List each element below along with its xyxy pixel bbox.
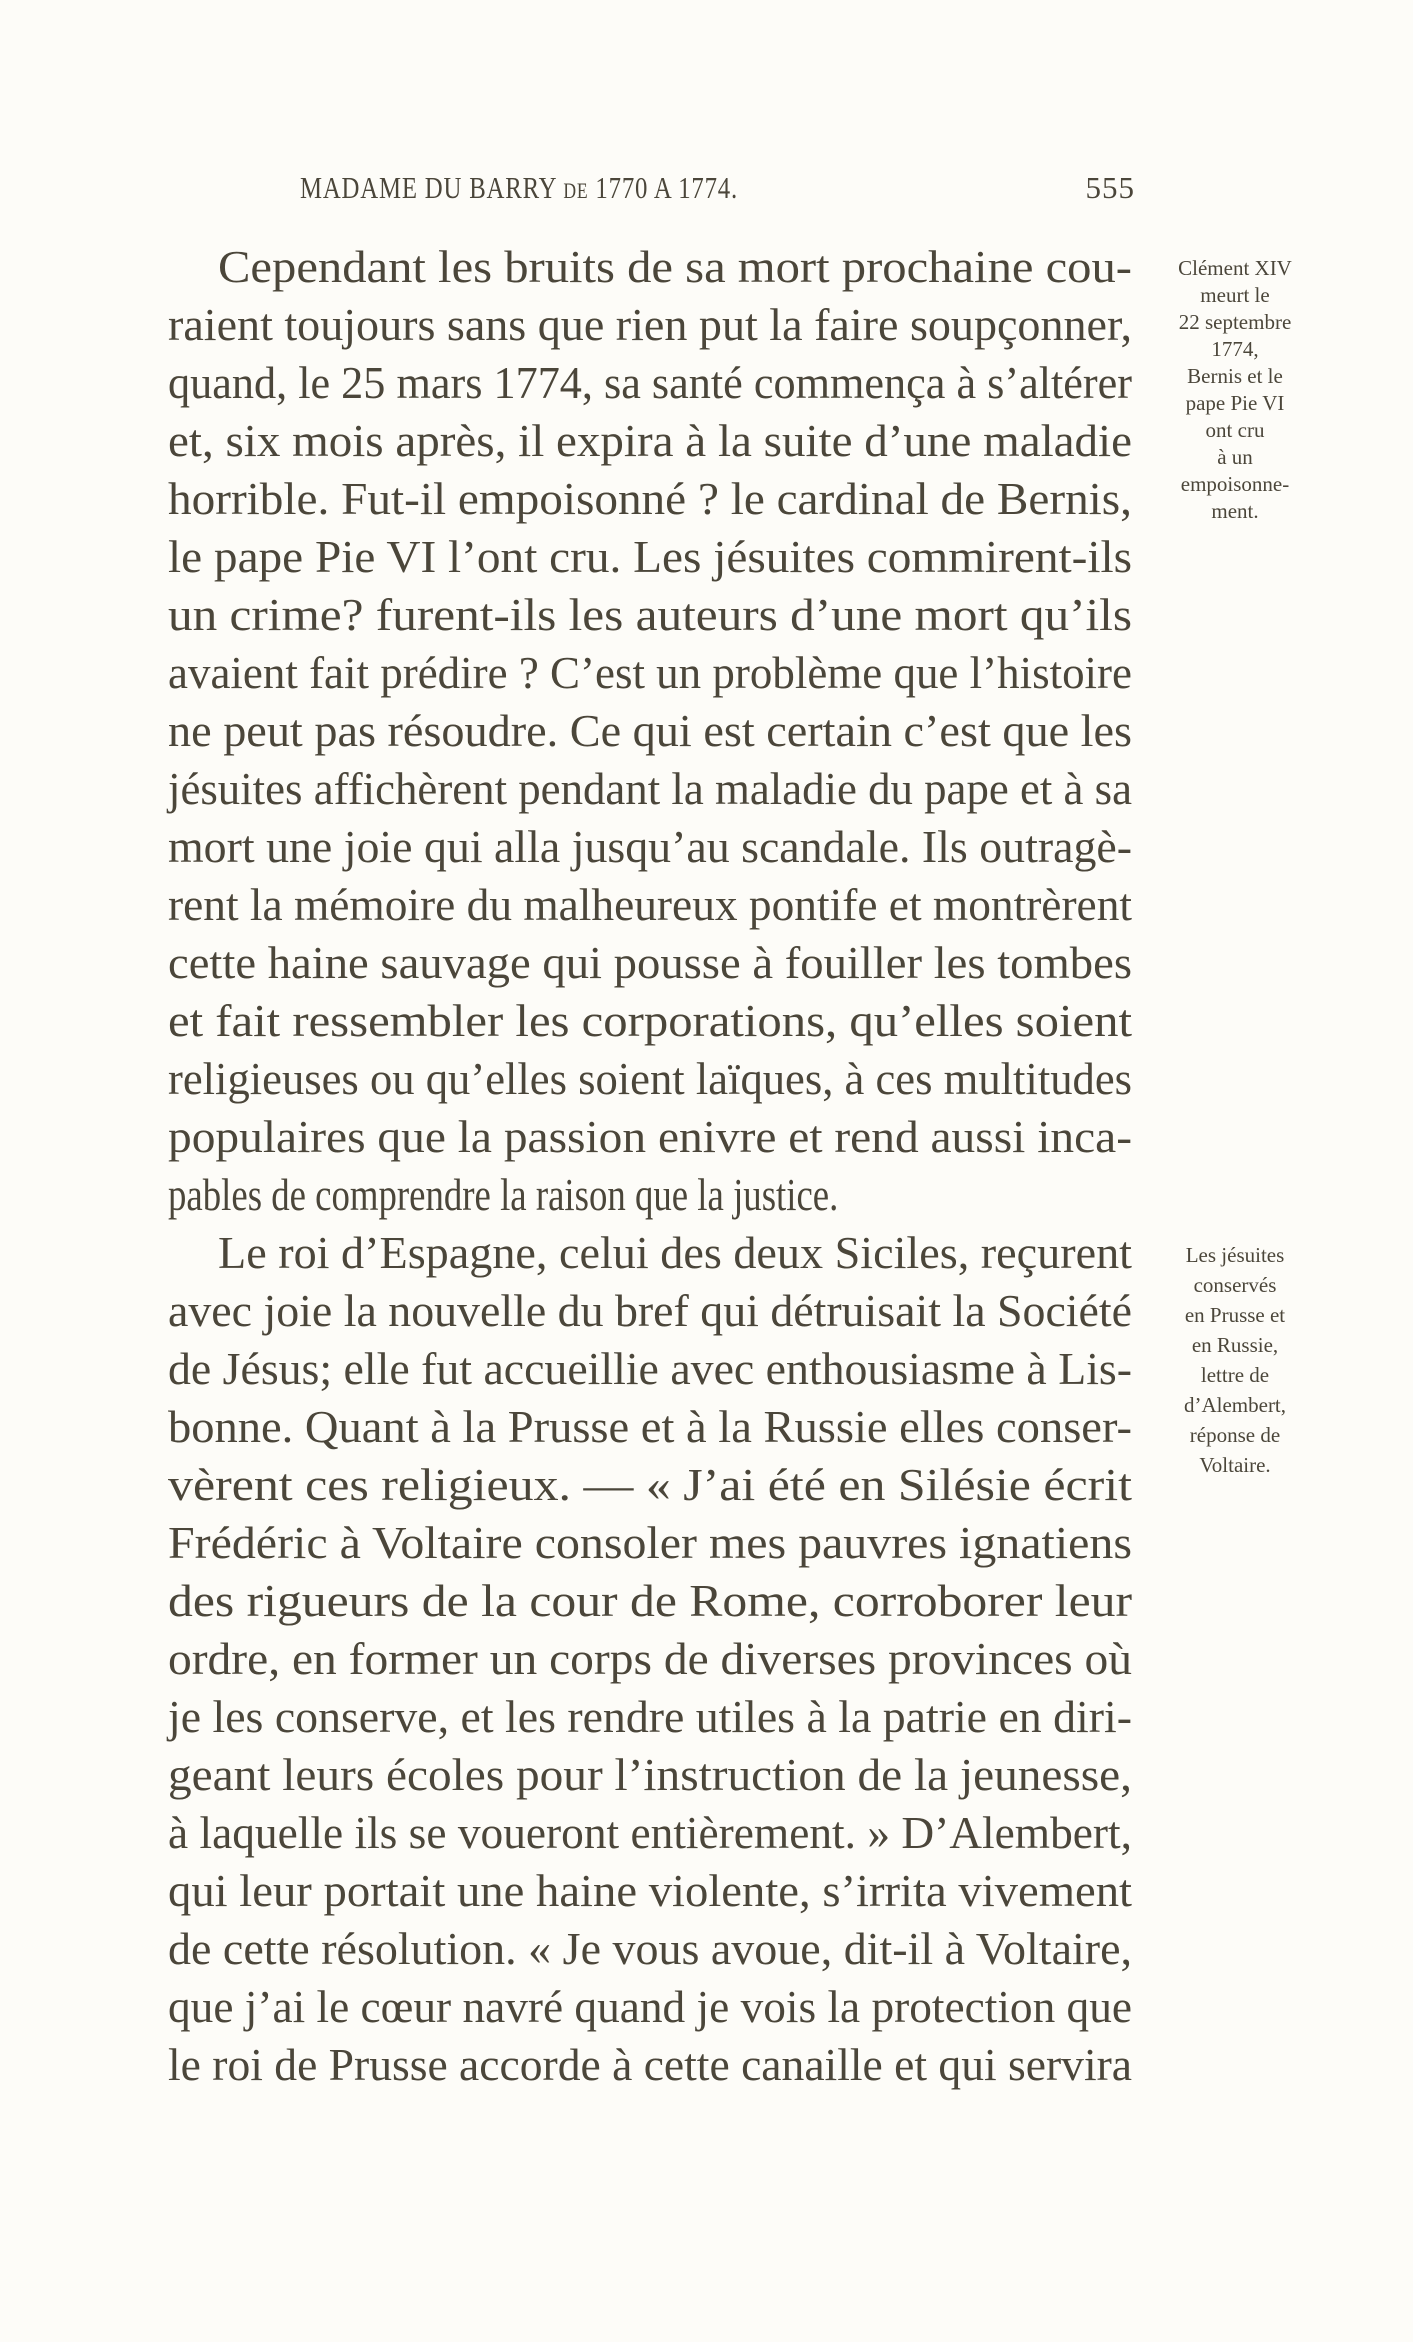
text-line <box>168 1282 1132 1340</box>
text-line-content: que j’ai le cœur navré quand je vois la protection que <box>168 1981 1132 2032</box>
page-number: 555 <box>1085 170 1135 205</box>
text-line-content: Cependant les bruits de sa mort prochaine cou- <box>218 241 1132 292</box>
body-text <box>168 238 1132 2094</box>
text-line <box>168 1050 1132 1108</box>
title-de: DE <box>563 178 589 203</box>
text-line-content: je les conserve, et les rendre utiles à la patrie en diri- <box>168 1691 1132 1742</box>
margin-note-line: ont cru <box>1205 418 1265 442</box>
text-line <box>168 702 1132 760</box>
text-line <box>168 760 1132 818</box>
text-line-content: horrible. Fut-il empoisonné ? le cardinal de Bernis, <box>168 473 1132 524</box>
text-line <box>168 1572 1132 1630</box>
text-line-content: geant leurs écoles pour l’instruction de la jeunesse, <box>168 1749 1132 1800</box>
text-line-content: un crime? furent-ils les auteurs d’une mort qu’ils <box>168 589 1132 640</box>
margin-note-line: à un <box>1217 445 1253 469</box>
margin-note-line: pape Pie VI <box>1185 391 1285 415</box>
text-line-content: et fait ressembler les corporations, qu’elles soient <box>168 995 1132 1046</box>
text-line-content: rent la mémoire du malheureux pontife et montrèrent <box>168 879 1132 930</box>
text-line <box>168 528 1132 586</box>
text-line <box>168 586 1132 644</box>
text-line <box>168 296 1132 354</box>
text-line <box>168 1398 1132 1456</box>
running-title <box>300 170 738 206</box>
text-line-content: à laquelle ils se voueront entièrement. » D’Alembert, <box>168 1807 1132 1858</box>
margin-note-line: Voltaire. <box>1199 1453 1271 1477</box>
text-line-content: bonne. Quant à la Prusse et à la Russie elles conser- <box>168 1401 1132 1452</box>
margin-note-line: 22 septembre <box>1178 310 1292 334</box>
margin-note-line: empoisonne- <box>1180 472 1290 496</box>
text-line <box>168 876 1132 934</box>
text-line-content: cette haine sauvage qui pousse à fouiller les tombes <box>168 937 1132 988</box>
text-line <box>168 1804 1132 1862</box>
text-line <box>168 1108 1132 1166</box>
margin-note-line: d’Alembert, <box>1183 1393 1287 1417</box>
text-line <box>168 1746 1132 1804</box>
margin-note-line: réponse de <box>1189 1423 1281 1447</box>
text-line-content: le roi de Prusse accorde à cette canaille et qui servira <box>168 2039 1132 2090</box>
text-line <box>168 818 1132 876</box>
margin-note-line: meurt le <box>1200 283 1270 307</box>
text-line <box>168 1224 1132 1282</box>
text-line-content: de cette résolution. « Je vous avoue, dit-il à Voltaire, <box>168 1923 1132 1974</box>
text-line-content: pables de comprendre la raison que la justice. <box>168 1169 839 1220</box>
text-line <box>168 354 1132 412</box>
margin-note-line: Les jésuites <box>1185 1243 1285 1267</box>
text-line <box>168 238 1132 296</box>
text-line <box>168 1456 1132 1514</box>
text-line <box>168 412 1132 470</box>
text-line-content: Frédéric à Voltaire consoler mes pauvres ignatiens <box>168 1517 1132 1568</box>
text-line-content: avec joie la nouvelle du bref qui détruisait la Société <box>168 1285 1132 1336</box>
text-line-content: jésuites affichèrent pendant la maladie du pape et à sa <box>168 763 1132 814</box>
text-line <box>168 1340 1132 1398</box>
margin-note-line: conservés <box>1193 1273 1277 1297</box>
margin-note-line: ment. <box>1211 499 1259 523</box>
text-line <box>168 1514 1132 1572</box>
text-line-content: et, six mois après, il expira à la suite d’une maladie <box>168 415 1132 466</box>
text-line <box>168 1862 1132 1920</box>
text-line-content: ne peut pas résoudre. Ce qui est certain c’est que les <box>168 705 1132 756</box>
margin-note-line: en Russie, <box>1191 1333 1279 1357</box>
text-line-content: qui leur portait une haine violente, s’irrita vivement <box>168 1865 1132 1916</box>
running-header <box>300 170 1135 210</box>
text-line <box>168 1978 1132 2036</box>
margin-note-line: Clément XIV <box>1178 256 1292 280</box>
text-line-content: mort une joie qui alla jusqu’au scandale. Ils outragè- <box>168 821 1132 872</box>
text-line <box>168 1166 1132 1224</box>
text-line <box>168 992 1132 1050</box>
margin-note-line: 1774, <box>1211 337 1259 361</box>
text-line-content: le pape Pie VI l’ont cru. Les jésuites commirent-ils <box>168 531 1132 582</box>
text-line-content: avaient fait prédire ? C’est un problème que l’histoire <box>168 647 1132 698</box>
text-line <box>168 2036 1132 2094</box>
text-line <box>168 644 1132 702</box>
text-line-content: Le roi d’Espagne, celui des deux Siciles, reçurent <box>218 1227 1132 1278</box>
margin-note-line: en Prusse et <box>1184 1303 1286 1327</box>
text-line-content: raient toujours sans que rien put la faire soupçonner, <box>168 299 1132 350</box>
text-line-content: populaires que la passion enivre et rend aussi inca- <box>168 1111 1132 1162</box>
text-line-content: de Jésus; elle fut accueillie avec enthousiasme à Lis- <box>168 1343 1132 1394</box>
text-line <box>168 1688 1132 1746</box>
margin-note-line: lettre de <box>1200 1363 1270 1387</box>
margin-note-jesuites <box>1150 1240 1320 1480</box>
text-line-content: vèrent ces religieux. — « J’ai été en Silésie écrit <box>168 1459 1132 1510</box>
text-line-content: des rigueurs de la cour de Rome, corroborer leur <box>168 1575 1132 1626</box>
text-line-content: ordre, en former un corps de diverses provinces où <box>168 1633 1132 1684</box>
title-years: 1770 A 1774. <box>595 170 738 205</box>
text-line <box>168 470 1132 528</box>
text-line <box>168 1920 1132 1978</box>
text-line <box>168 934 1132 992</box>
margin-note-clement <box>1150 255 1320 525</box>
margin-note-line: Bernis et le <box>1187 364 1283 388</box>
text-line <box>168 1630 1132 1688</box>
title-main: MADAME DU BARRY <box>300 170 557 205</box>
text-line-content: quand, le 25 mars 1774, sa santé commença à s’altérer <box>168 357 1132 408</box>
text-line-content: religieuses ou qu’elles soient laïques, à ces multitudes <box>168 1053 1132 1104</box>
